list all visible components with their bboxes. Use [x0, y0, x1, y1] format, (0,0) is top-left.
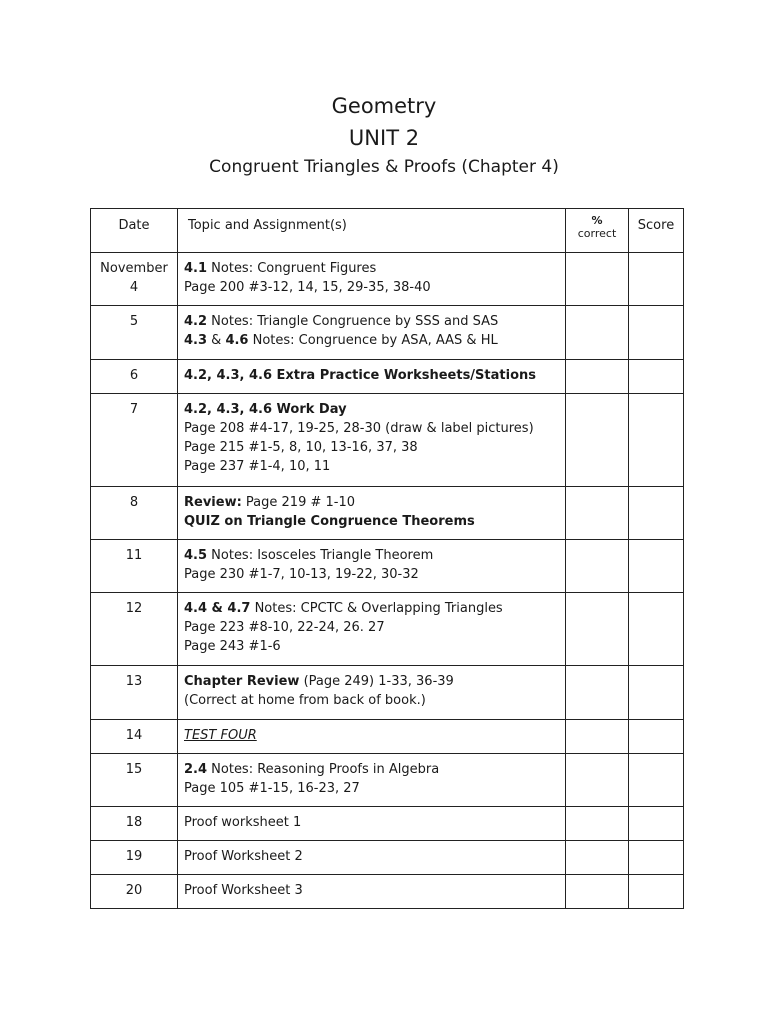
- percent-correct-cell[interactable]: [566, 394, 629, 487]
- topic-text: Page 215 #1-5, 8, 10, 13-16, 37, 38: [184, 440, 418, 455]
- topic-text: 4.5: [184, 548, 208, 563]
- topic-line: [184, 419, 559, 438]
- topic-line: [184, 813, 559, 832]
- topic-text: Notes: Triangle Congruence by SSS and SAS: [207, 314, 499, 329]
- topic-text: Page 230 #1-7, 10-13, 19-22, 30-32: [184, 567, 419, 582]
- row-date: 11: [91, 540, 178, 593]
- row-topic: [178, 360, 566, 394]
- topic-line: [184, 366, 559, 385]
- table-row: [91, 360, 684, 394]
- row-date: 14: [91, 720, 178, 754]
- column-header-date: Date: [91, 209, 178, 253]
- topic-text: 4.1: [184, 261, 208, 276]
- topic-text: 4.2, 4.3, 4.6 Work Day: [184, 402, 347, 417]
- score-cell[interactable]: [629, 875, 684, 909]
- row-topic: [178, 754, 566, 807]
- topic-line: [184, 438, 559, 457]
- row-topic: [178, 593, 566, 666]
- percent-correct-cell[interactable]: [566, 360, 629, 394]
- percent-correct-cell[interactable]: [566, 720, 629, 754]
- percent-sign: %: [591, 214, 603, 227]
- topic-line: [184, 400, 559, 419]
- score-cell[interactable]: [629, 253, 684, 306]
- topic-text: Notes: Isosceles Triangle Theorem: [207, 548, 434, 563]
- topic-line: [184, 565, 559, 584]
- topic-line: [184, 493, 559, 512]
- row-topic: [178, 306, 566, 360]
- column-header-score: Score: [629, 209, 684, 253]
- topic-line: [184, 457, 559, 476]
- topic-text: Chapter Review: [184, 674, 300, 689]
- row-date: 18: [91, 807, 178, 841]
- table-row: [91, 841, 684, 875]
- score-cell[interactable]: [629, 487, 684, 540]
- column-header-topic: Topic and Assignment(s): [178, 209, 566, 253]
- topic-text: Page 243 #1-6: [184, 639, 281, 654]
- topic-text: Notes: Congruence by ASA, AAS & HL: [248, 333, 498, 348]
- row-date: 8: [91, 487, 178, 540]
- topic-line: [184, 331, 559, 350]
- topic-text: Page 223 #8-10, 22-24, 26. 27: [184, 620, 385, 635]
- percent-correct-cell[interactable]: [566, 841, 629, 875]
- topic-text: Notes: CPCTC & Overlapping Triangles: [250, 601, 503, 616]
- topic-line: [184, 760, 559, 779]
- percent-correct-cell[interactable]: [566, 754, 629, 807]
- table-row: [91, 720, 684, 754]
- topic-text: 4.2: [184, 314, 208, 329]
- row-date: 6: [91, 360, 178, 394]
- topic-text: Proof Worksheet 2: [184, 849, 303, 864]
- score-cell[interactable]: [629, 306, 684, 360]
- topic-line: [184, 637, 559, 656]
- percent-correct-cell[interactable]: [566, 253, 629, 306]
- topic-text: 4.4 & 4.7: [184, 601, 251, 616]
- topic-text: QUIZ on Triangle Congruence Theorems: [184, 514, 475, 529]
- row-topic: [178, 487, 566, 540]
- percent-correct-cell[interactable]: [566, 540, 629, 593]
- topic-text: 4.2, 4.3, 4.6 Extra Practice Worksheets/Stations: [184, 368, 537, 383]
- topic-text: (Correct at home from back of book.): [184, 693, 426, 708]
- topic-text: Page 237 #1-4, 10, 11: [184, 459, 331, 474]
- topic-text: 4.3: [184, 333, 208, 348]
- topic-line: [184, 618, 559, 637]
- table-row: [91, 807, 684, 841]
- topic-text: Review:: [184, 495, 242, 510]
- topic-text: 2.4: [184, 762, 208, 777]
- topic-line: [184, 546, 559, 565]
- row-topic: [178, 253, 566, 306]
- topic-line: [184, 847, 559, 866]
- topic-text: Page 219 # 1-10: [241, 495, 356, 510]
- table-row: [91, 540, 684, 593]
- page-subtitle: Congruent Triangles & Proofs (Chapter 4): [209, 157, 559, 177]
- percent-correct-cell[interactable]: [566, 487, 629, 540]
- row-topic: [178, 666, 566, 720]
- table-row: [91, 253, 684, 306]
- row-date: 15: [91, 754, 178, 807]
- topic-line: [184, 512, 559, 531]
- topic-line: [184, 672, 559, 691]
- topic-line: [184, 779, 559, 798]
- percent-correct-cell[interactable]: [566, 666, 629, 720]
- row-date: 5: [91, 306, 178, 360]
- row-topic: [178, 807, 566, 841]
- table-row: [91, 394, 684, 487]
- score-cell[interactable]: [629, 593, 684, 666]
- percent-correct-cell[interactable]: [566, 807, 629, 841]
- topic-line: [184, 726, 559, 745]
- topic-line: [184, 259, 559, 278]
- topic-line: [184, 278, 559, 297]
- column-header-percent-correct: [566, 209, 629, 253]
- table-row: [91, 666, 684, 720]
- row-topic: [178, 875, 566, 909]
- percent-correct-cell[interactable]: [566, 875, 629, 909]
- topic-line: [184, 881, 559, 900]
- topic-line: [184, 599, 559, 618]
- test-label: TEST FOUR: [184, 728, 257, 743]
- table-header-row: [91, 209, 684, 253]
- row-topic: [178, 720, 566, 754]
- row-topic: [178, 394, 566, 487]
- table-row: [91, 487, 684, 540]
- topic-line: [184, 691, 559, 710]
- table-row: [91, 754, 684, 807]
- score-cell[interactable]: [629, 754, 684, 807]
- score-cell[interactable]: [629, 720, 684, 754]
- row-date: 20: [91, 875, 178, 909]
- percent-correct-cell[interactable]: [566, 306, 629, 360]
- table-row: [91, 593, 684, 666]
- topic-text: Notes: Congruent Figures: [207, 261, 377, 276]
- score-cell[interactable]: [629, 807, 684, 841]
- topic-text: Proof Worksheet 3: [184, 883, 303, 898]
- page-title: Geometry: [331, 94, 437, 118]
- percent-correct-label: correct: [577, 227, 617, 240]
- score-cell[interactable]: [629, 540, 684, 593]
- topic-text: 4.6: [225, 333, 249, 348]
- assignment-table: [90, 208, 684, 909]
- topic-text: Notes: Reasoning Proofs in Algebra: [207, 762, 440, 777]
- row-date: 7: [91, 394, 178, 487]
- table-row: [91, 306, 684, 360]
- score-cell[interactable]: [629, 841, 684, 875]
- score-cell[interactable]: [629, 360, 684, 394]
- score-cell[interactable]: [629, 666, 684, 720]
- topic-text: Proof worksheet 1: [184, 815, 302, 830]
- row-date: 12: [91, 593, 178, 666]
- topic-text: &: [207, 333, 226, 348]
- topic-line: [184, 312, 559, 331]
- unit-label: UNIT 2: [348, 126, 420, 150]
- topic-text: (Page 249) 1-33, 36-39: [299, 674, 454, 689]
- topic-text: Page 105 #1-15, 16-23, 27: [184, 781, 360, 796]
- score-cell[interactable]: [629, 394, 684, 487]
- row-date: November 4: [91, 253, 178, 306]
- row-topic: [178, 540, 566, 593]
- row-date: 13: [91, 666, 178, 720]
- row-topic: [178, 841, 566, 875]
- topic-text: Page 208 #4-17, 19-25, 28-30 (draw & label pictures): [184, 421, 534, 436]
- topic-text: Page 200 #3-12, 14, 15, 29-35, 38-40: [184, 280, 431, 295]
- row-date: 19: [91, 841, 178, 875]
- percent-correct-cell[interactable]: [566, 593, 629, 666]
- table-row: [91, 875, 684, 909]
